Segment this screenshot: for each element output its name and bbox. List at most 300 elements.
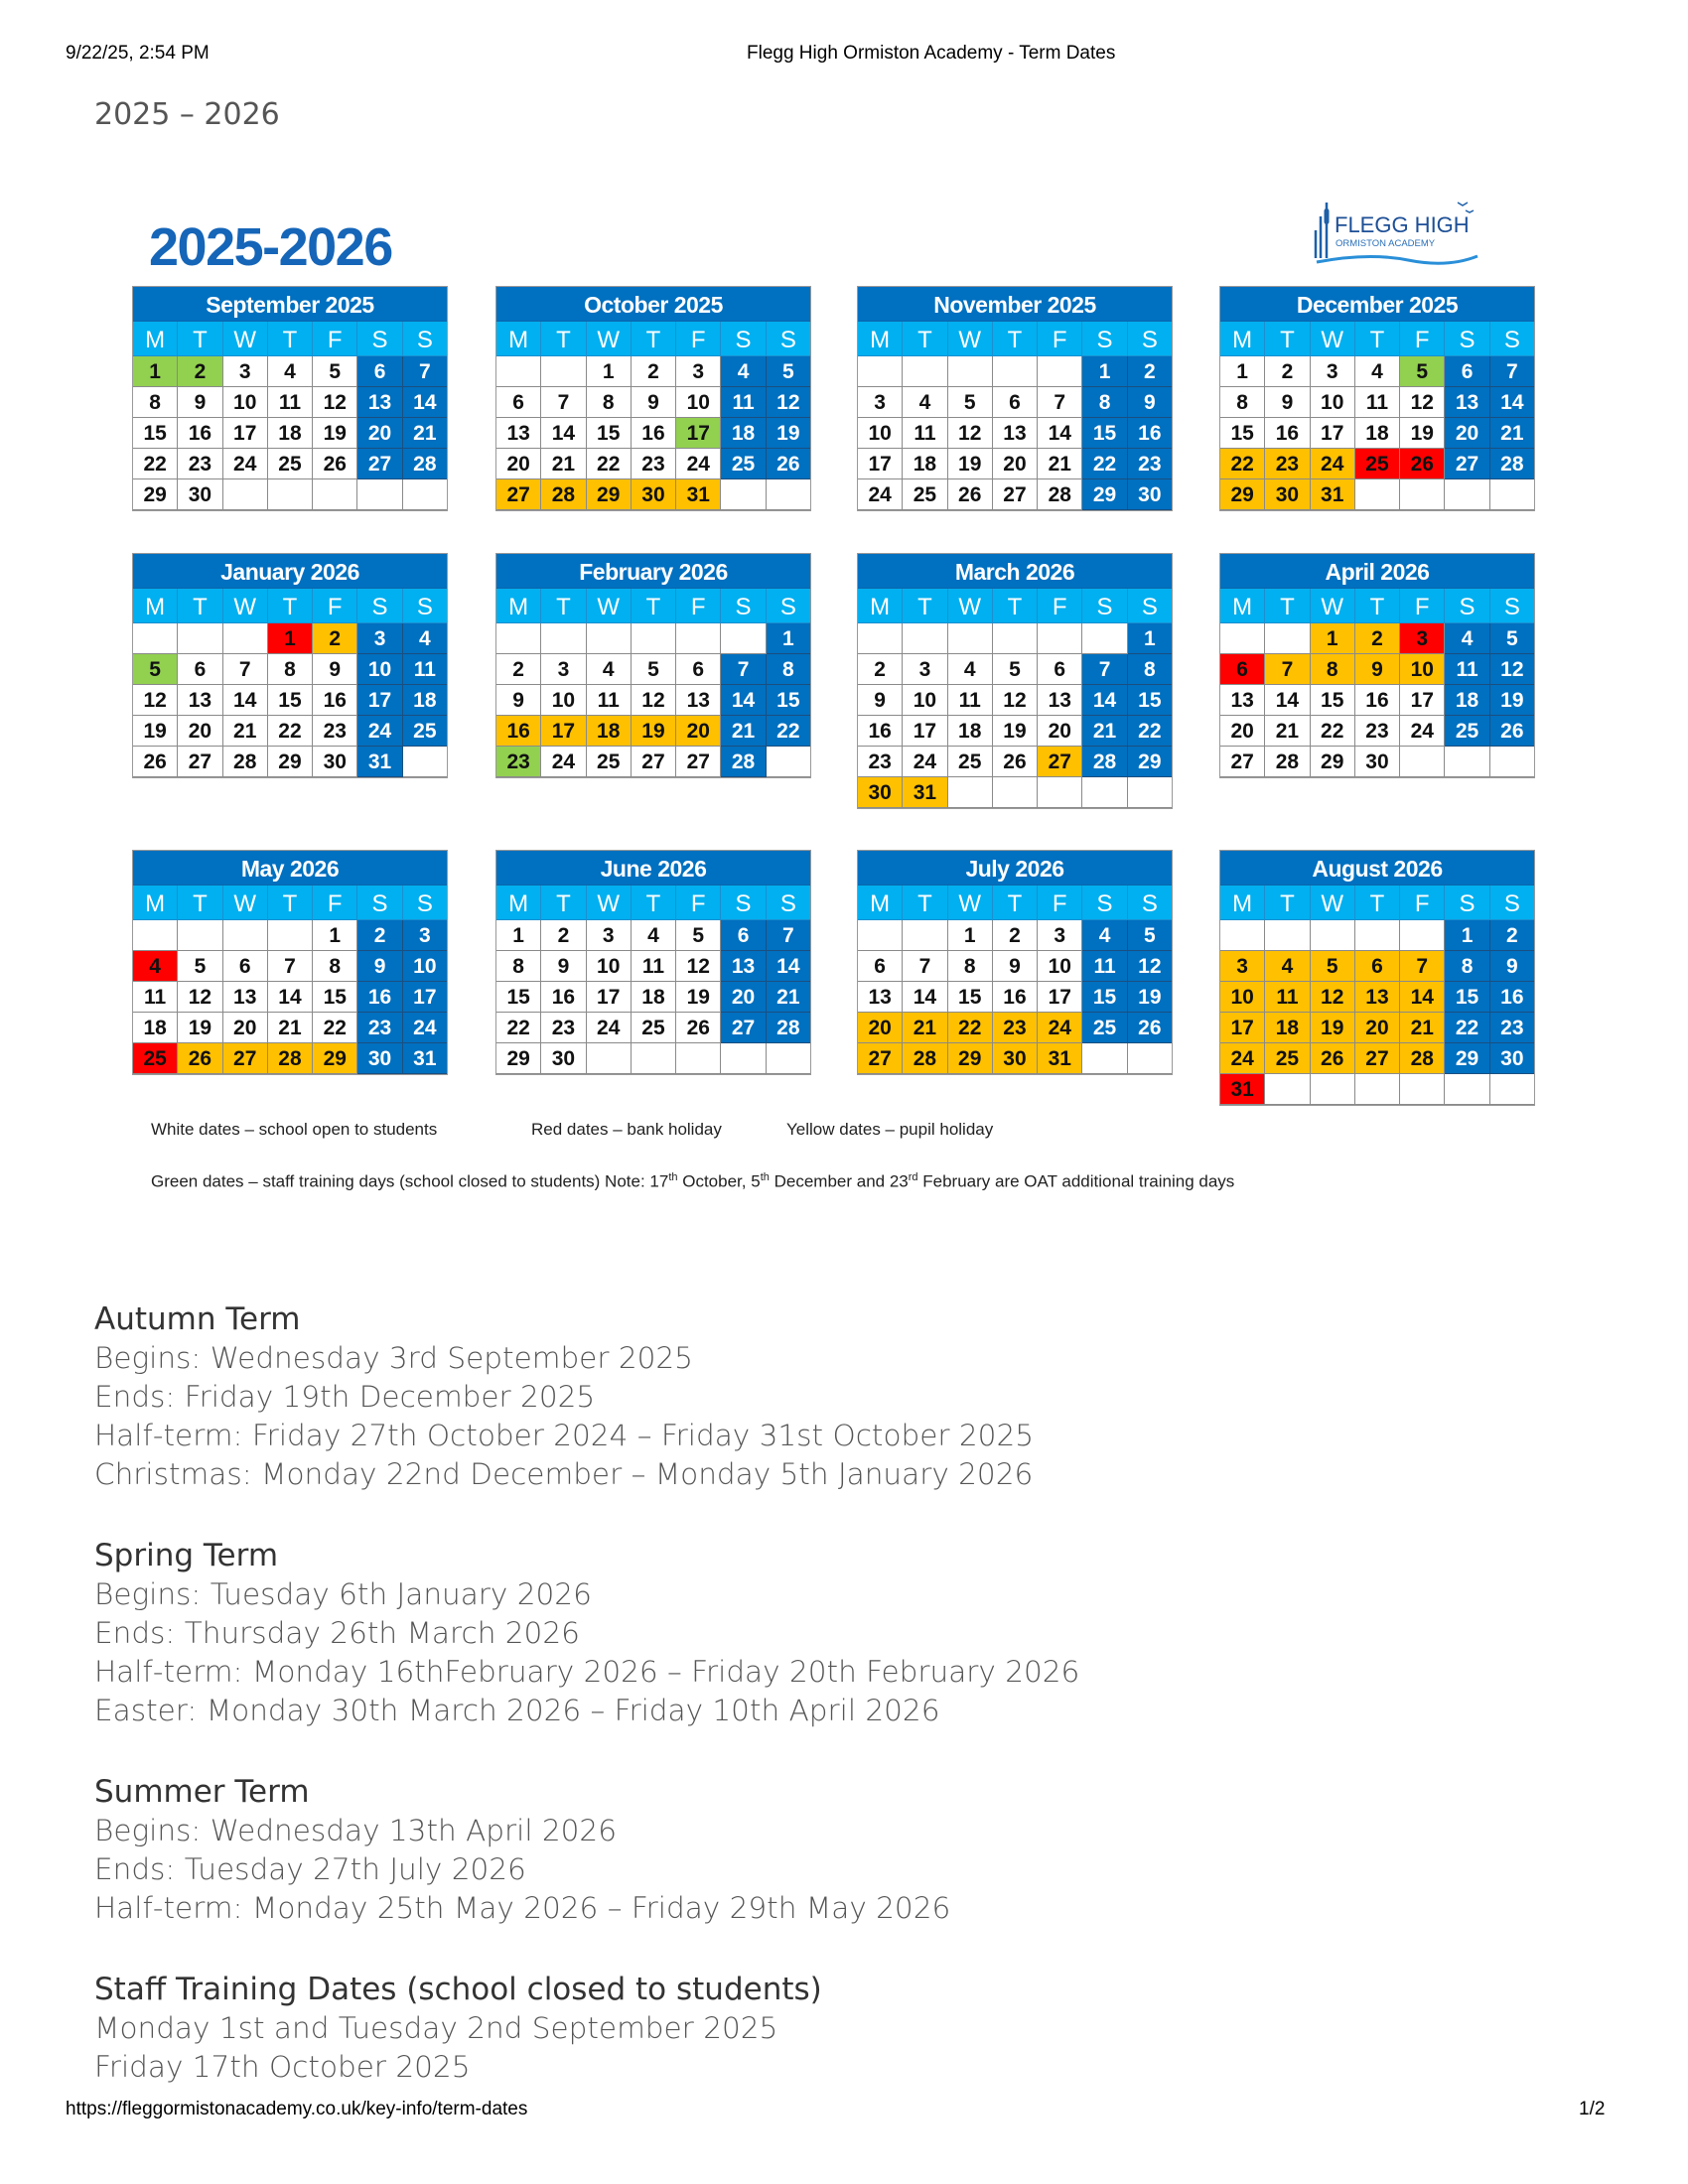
- day-cell: 13: [1445, 387, 1489, 418]
- day-cell: 21: [1400, 1013, 1445, 1043]
- day-cell: 11: [903, 418, 947, 449]
- weekday-label: M: [496, 589, 541, 623]
- day-cell: 16: [1355, 685, 1400, 716]
- week-row: [1220, 623, 1534, 654]
- day-cell: 7: [541, 387, 586, 418]
- week-row: [1220, 356, 1534, 387]
- weekday-header-row: [1220, 322, 1534, 356]
- day-cell: 1: [268, 623, 313, 654]
- day-cell: 5: [1128, 920, 1172, 951]
- day-cell: 17: [541, 716, 586, 747]
- day-cell: 23: [313, 716, 357, 747]
- weekday-label: S: [1490, 886, 1534, 920]
- ordinal-suffix: th: [760, 1171, 770, 1183]
- day-cell: 29: [587, 479, 632, 510]
- day-cell: 27: [223, 1043, 268, 1074]
- day-cell: 31: [1311, 479, 1355, 510]
- day-cell: 28: [767, 1013, 810, 1043]
- weekday-header-row: [858, 886, 1172, 920]
- day-cell: 23: [858, 747, 903, 777]
- week-row: [858, 356, 1172, 387]
- day-cell: 28: [1490, 449, 1534, 479]
- empty-cell: [1445, 747, 1489, 777]
- day-cell: 6: [178, 654, 222, 685]
- weekday-label: W: [223, 886, 268, 920]
- day-cell: 25: [133, 1043, 178, 1074]
- weekday-label: T: [178, 589, 222, 623]
- empty-cell: [1265, 623, 1310, 654]
- day-cell: 5: [313, 356, 357, 387]
- term-summer: [94, 1773, 1079, 1928]
- weekday-label: T: [541, 589, 586, 623]
- day-cell: 14: [223, 685, 268, 716]
- week-row: [133, 418, 447, 449]
- day-cell: 13: [1220, 685, 1265, 716]
- weekday-label: T: [903, 589, 947, 623]
- day-cell: 4: [403, 623, 447, 654]
- day-cell: 13: [178, 685, 222, 716]
- empty-cell: [541, 356, 586, 387]
- day-cell: 9: [1128, 387, 1172, 418]
- empty-cell: [1445, 479, 1489, 510]
- day-cell: 12: [676, 951, 721, 982]
- week-row: [133, 623, 447, 654]
- day-cell: 7: [1490, 356, 1534, 387]
- page-url-link[interactable]: https://fleggormistonacademy.co.uk/key-info/term-dates: [66, 2099, 528, 2119]
- day-cell: 8: [133, 387, 178, 418]
- day-cell: 12: [313, 387, 357, 418]
- weekday-label: S: [721, 322, 766, 356]
- empty-cell: [1038, 356, 1082, 387]
- month-title: April 2026: [1220, 554, 1534, 589]
- week-row: [496, 747, 810, 777]
- legend-red: Red dates – bank holiday: [531, 1120, 722, 1139]
- weekday-label: T: [268, 322, 313, 356]
- day-cell: 27: [858, 1043, 903, 1074]
- day-cell: 24: [357, 716, 402, 747]
- day-cell: 13: [858, 982, 903, 1013]
- day-cell: 15: [948, 982, 993, 1013]
- weekday-label: M: [1220, 886, 1265, 920]
- month-title: July 2026: [858, 851, 1172, 886]
- day-cell: 21: [1082, 716, 1127, 747]
- day-cell: 5: [948, 387, 993, 418]
- day-cell: 22: [767, 716, 810, 747]
- day-cell: 2: [496, 654, 541, 685]
- day-cell: 19: [178, 1013, 222, 1043]
- day-cell: 15: [313, 982, 357, 1013]
- day-cell: 10: [403, 951, 447, 982]
- day-cell: 3: [587, 920, 632, 951]
- day-cell: 7: [223, 654, 268, 685]
- day-cell: 24: [903, 747, 947, 777]
- day-cell: 28: [1400, 1043, 1445, 1074]
- empty-cell: [1128, 1043, 1172, 1074]
- day-cell: 30: [993, 1043, 1038, 1074]
- weekday-label: W: [948, 589, 993, 623]
- day-cell: 20: [357, 418, 402, 449]
- day-cell: 19: [1490, 685, 1534, 716]
- day-cell: 29: [1311, 747, 1355, 777]
- day-cell: 9: [858, 685, 903, 716]
- empty-cell: [133, 920, 178, 951]
- weekday-label: S: [767, 886, 810, 920]
- term-line: Ends: Friday 19th December 2025: [94, 1380, 596, 1414]
- day-cell: 15: [496, 982, 541, 1013]
- week-row: [858, 387, 1172, 418]
- month-calendar: [857, 553, 1173, 809]
- term-heading: Spring Term: [94, 1538, 279, 1573]
- day-cell: 13: [721, 951, 766, 982]
- day-cell: 21: [767, 982, 810, 1013]
- day-cell: 16: [178, 418, 222, 449]
- day-cell: 9: [496, 685, 541, 716]
- empty-cell: [1490, 747, 1534, 777]
- weekday-label: W: [948, 322, 993, 356]
- day-cell: 20: [496, 449, 541, 479]
- day-cell: 31: [903, 777, 947, 808]
- day-cell: 8: [1445, 951, 1489, 982]
- weekday-label: S: [1082, 322, 1127, 356]
- day-cell: 28: [903, 1043, 947, 1074]
- day-cell: 16: [993, 982, 1038, 1013]
- day-cell: 15: [1082, 982, 1127, 1013]
- week-row: [133, 479, 447, 510]
- day-cell: 23: [496, 747, 541, 777]
- day-cell: 17: [403, 982, 447, 1013]
- day-cell: 16: [1265, 418, 1310, 449]
- day-cell: 4: [1082, 920, 1127, 951]
- day-cell: 23: [632, 449, 676, 479]
- day-cell: 30: [1490, 1043, 1534, 1074]
- day-cell: 7: [1082, 654, 1127, 685]
- week-row: [496, 685, 810, 716]
- day-cell: 1: [1311, 623, 1355, 654]
- weekday-label: T: [1265, 322, 1310, 356]
- day-cell: 26: [133, 747, 178, 777]
- day-cell: 3: [1311, 356, 1355, 387]
- term-line: Half-term: Friday 27th October 2024 – Friday 31st October 2025: [94, 1419, 1034, 1452]
- month-calendar: [1219, 286, 1535, 511]
- week-row: [1220, 1043, 1534, 1074]
- term-dates: [94, 1300, 1079, 2129]
- month-title: September 2025: [133, 287, 447, 322]
- day-cell: 20: [1038, 716, 1082, 747]
- empty-cell: [767, 479, 810, 510]
- month-calendar: [132, 286, 448, 511]
- day-cell: 17: [1400, 685, 1445, 716]
- weekday-label: M: [858, 589, 903, 623]
- day-cell: 4: [721, 356, 766, 387]
- day-cell: 13: [993, 418, 1038, 449]
- empty-cell: [1311, 1074, 1355, 1105]
- day-cell: 28: [1038, 479, 1082, 510]
- weekday-label: F: [676, 589, 721, 623]
- weekday-label: T: [903, 886, 947, 920]
- day-cell: 18: [587, 716, 632, 747]
- weekday-label: T: [993, 589, 1038, 623]
- empty-cell: [1128, 777, 1172, 808]
- weekday-label: S: [403, 322, 447, 356]
- day-cell: 9: [1355, 654, 1400, 685]
- day-cell: 6: [1445, 356, 1489, 387]
- day-cell: 16: [541, 982, 586, 1013]
- week-row: [133, 747, 447, 777]
- day-cell: 11: [1355, 387, 1400, 418]
- day-cell: 17: [676, 418, 721, 449]
- day-cell: 20: [1220, 716, 1265, 747]
- day-cell: 28: [268, 1043, 313, 1074]
- weekday-label: S: [721, 589, 766, 623]
- term-heading: Summer Term: [94, 1774, 310, 1810]
- school-logo: [1309, 195, 1482, 274]
- day-cell: 27: [676, 747, 721, 777]
- day-cell: 30: [858, 777, 903, 808]
- day-cell: 5: [178, 951, 222, 982]
- week-row: [858, 479, 1172, 510]
- week-row: [858, 1013, 1172, 1043]
- day-cell: 2: [541, 920, 586, 951]
- month-title: March 2026: [858, 554, 1172, 589]
- empty-cell: [1400, 747, 1445, 777]
- day-cell: 6: [858, 951, 903, 982]
- weekday-label: M: [133, 589, 178, 623]
- month-title: June 2026: [496, 851, 810, 886]
- empty-cell: [1400, 1074, 1445, 1105]
- month-calendar: [132, 850, 448, 1075]
- day-cell: 3: [676, 356, 721, 387]
- weekday-header-row: [496, 322, 810, 356]
- week-row: [133, 951, 447, 982]
- day-cell: 1: [1445, 920, 1489, 951]
- day-cell: 14: [1082, 685, 1127, 716]
- day-cell: 6: [1038, 654, 1082, 685]
- day-cell: 3: [223, 356, 268, 387]
- day-cell: 12: [178, 982, 222, 1013]
- week-row: [1220, 654, 1534, 685]
- week-row: [858, 449, 1172, 479]
- logo-subtitle: ORMISTON ACADEMY: [1336, 238, 1436, 249]
- day-cell: 26: [948, 479, 993, 510]
- day-cell: 14: [721, 685, 766, 716]
- empty-cell: [721, 1043, 766, 1074]
- day-cell: 23: [993, 1013, 1038, 1043]
- weekday-label: S: [1490, 322, 1534, 356]
- weekday-label: T: [541, 322, 586, 356]
- day-cell: 16: [1128, 418, 1172, 449]
- week-row: [496, 951, 810, 982]
- empty-cell: [1400, 920, 1445, 951]
- day-cell: 29: [948, 1043, 993, 1074]
- day-cell: 6: [496, 387, 541, 418]
- weekday-label: T: [1265, 886, 1310, 920]
- day-cell: 24: [541, 747, 586, 777]
- day-cell: 7: [1038, 387, 1082, 418]
- week-row: [1220, 685, 1534, 716]
- empty-cell: [1490, 1074, 1534, 1105]
- weekday-label: T: [1355, 589, 1400, 623]
- day-cell: 11: [1082, 951, 1127, 982]
- week-row: [496, 387, 810, 418]
- day-cell: 14: [541, 418, 586, 449]
- weekday-label: M: [858, 322, 903, 356]
- term-line: Half-term: Monday 16thFebruary 2026 – Friday 20th February 2026: [94, 1655, 1080, 1689]
- day-cell: 19: [676, 982, 721, 1013]
- day-cell: 17: [223, 418, 268, 449]
- empty-cell: [948, 356, 993, 387]
- week-row: [496, 418, 810, 449]
- weekday-label: F: [1400, 886, 1445, 920]
- weekday-label: F: [1038, 322, 1082, 356]
- week-row: [858, 747, 1172, 777]
- weekday-label: W: [1311, 322, 1355, 356]
- day-cell: 26: [1490, 716, 1534, 747]
- day-cell: 22: [1311, 716, 1355, 747]
- day-cell: 28: [541, 479, 586, 510]
- weekday-label: S: [767, 322, 810, 356]
- week-row: [1220, 1013, 1534, 1043]
- legend-green: [151, 1171, 1234, 1192]
- day-cell: 9: [1265, 387, 1310, 418]
- day-cell: 18: [1445, 685, 1489, 716]
- empty-cell: [948, 777, 993, 808]
- day-cell: 25: [721, 449, 766, 479]
- day-cell: 26: [1128, 1013, 1172, 1043]
- day-cell: 23: [1128, 449, 1172, 479]
- day-cell: 22: [133, 449, 178, 479]
- week-row: [858, 716, 1172, 747]
- day-cell: 22: [587, 449, 632, 479]
- empty-cell: [903, 920, 947, 951]
- day-cell: 25: [1082, 1013, 1127, 1043]
- weekday-label: M: [1220, 322, 1265, 356]
- page-number: 1/2: [1579, 2099, 1606, 2119]
- legend-text: Green dates – staff training days (school closed to students) Note: 17: [151, 1171, 669, 1191]
- weekday-label: M: [858, 886, 903, 920]
- day-cell: 21: [903, 1013, 947, 1043]
- term-heading: Staff Training Dates (school closed to students): [94, 1972, 822, 2007]
- empty-cell: [541, 623, 586, 654]
- day-cell: 29: [496, 1043, 541, 1074]
- weekday-label: F: [313, 886, 357, 920]
- day-cell: 29: [1220, 479, 1265, 510]
- day-cell: 24: [1038, 1013, 1082, 1043]
- month-title: November 2025: [858, 287, 1172, 322]
- day-cell: 13: [1038, 685, 1082, 716]
- day-cell: 19: [1128, 982, 1172, 1013]
- day-cell: 31: [1220, 1074, 1265, 1105]
- day-cell: 23: [178, 449, 222, 479]
- day-cell: 27: [632, 747, 676, 777]
- day-cell: 31: [357, 747, 402, 777]
- day-cell: 6: [357, 356, 402, 387]
- day-cell: 13: [676, 685, 721, 716]
- week-row: [858, 982, 1172, 1013]
- day-cell: 14: [1265, 685, 1310, 716]
- day-cell: 8: [1128, 654, 1172, 685]
- day-cell: 13: [1355, 982, 1400, 1013]
- day-cell: 4: [632, 920, 676, 951]
- day-cell: 20: [858, 1013, 903, 1043]
- week-row: [133, 1043, 447, 1074]
- day-cell: 7: [1265, 654, 1310, 685]
- weekday-label: T: [993, 322, 1038, 356]
- day-cell: 3: [541, 654, 586, 685]
- day-cell: 2: [993, 920, 1038, 951]
- day-cell: 16: [313, 685, 357, 716]
- day-cell: 6: [1220, 654, 1265, 685]
- day-cell: 8: [1311, 654, 1355, 685]
- empty-cell: [1220, 920, 1265, 951]
- week-row: [133, 982, 447, 1013]
- weekday-label: T: [268, 886, 313, 920]
- day-cell: 11: [587, 685, 632, 716]
- empty-cell: [676, 1043, 721, 1074]
- month-calendar: [857, 850, 1173, 1075]
- empty-cell: [496, 356, 541, 387]
- day-cell: 29: [1445, 1043, 1489, 1074]
- day-cell: 30: [313, 747, 357, 777]
- weekday-label: S: [767, 589, 810, 623]
- day-cell: 18: [948, 716, 993, 747]
- day-cell: 17: [587, 982, 632, 1013]
- term-line: Begins: Wednesday 13th April 2026: [94, 1814, 617, 1847]
- day-cell: 10: [1311, 387, 1355, 418]
- day-cell: 27: [721, 1013, 766, 1043]
- day-cell: 30: [1355, 747, 1400, 777]
- day-cell: 14: [903, 982, 947, 1013]
- day-cell: 4: [587, 654, 632, 685]
- week-row: [1220, 920, 1534, 951]
- day-cell: 2: [313, 623, 357, 654]
- weekday-header-row: [133, 322, 447, 356]
- empty-cell: [767, 1043, 810, 1074]
- weekday-label: W: [587, 886, 632, 920]
- day-cell: 3: [903, 654, 947, 685]
- empty-cell: [587, 1043, 632, 1074]
- empty-cell: [1490, 479, 1534, 510]
- weekday-label: F: [676, 886, 721, 920]
- week-row: [1220, 418, 1534, 449]
- weekday-label: F: [1038, 589, 1082, 623]
- week-row: [858, 685, 1172, 716]
- week-row: [1220, 716, 1534, 747]
- day-cell: 20: [721, 982, 766, 1013]
- week-row: [133, 449, 447, 479]
- day-cell: 25: [268, 449, 313, 479]
- empty-cell: [496, 623, 541, 654]
- day-cell: 16: [632, 418, 676, 449]
- empty-cell: [1355, 920, 1400, 951]
- empty-cell: [1038, 777, 1082, 808]
- day-cell: 23: [541, 1013, 586, 1043]
- empty-cell: [993, 356, 1038, 387]
- weekday-label: S: [1082, 589, 1127, 623]
- day-cell: 2: [1128, 356, 1172, 387]
- day-cell: 8: [948, 951, 993, 982]
- day-cell: 11: [133, 982, 178, 1013]
- day-cell: 18: [268, 418, 313, 449]
- day-cell: 24: [1220, 1043, 1265, 1074]
- day-cell: 10: [541, 685, 586, 716]
- weekday-header-row: [133, 589, 447, 623]
- day-cell: 24: [858, 479, 903, 510]
- day-cell: 17: [357, 685, 402, 716]
- day-cell: 5: [993, 654, 1038, 685]
- weekday-label: T: [632, 322, 676, 356]
- day-cell: 19: [767, 418, 810, 449]
- empty-cell: [858, 356, 903, 387]
